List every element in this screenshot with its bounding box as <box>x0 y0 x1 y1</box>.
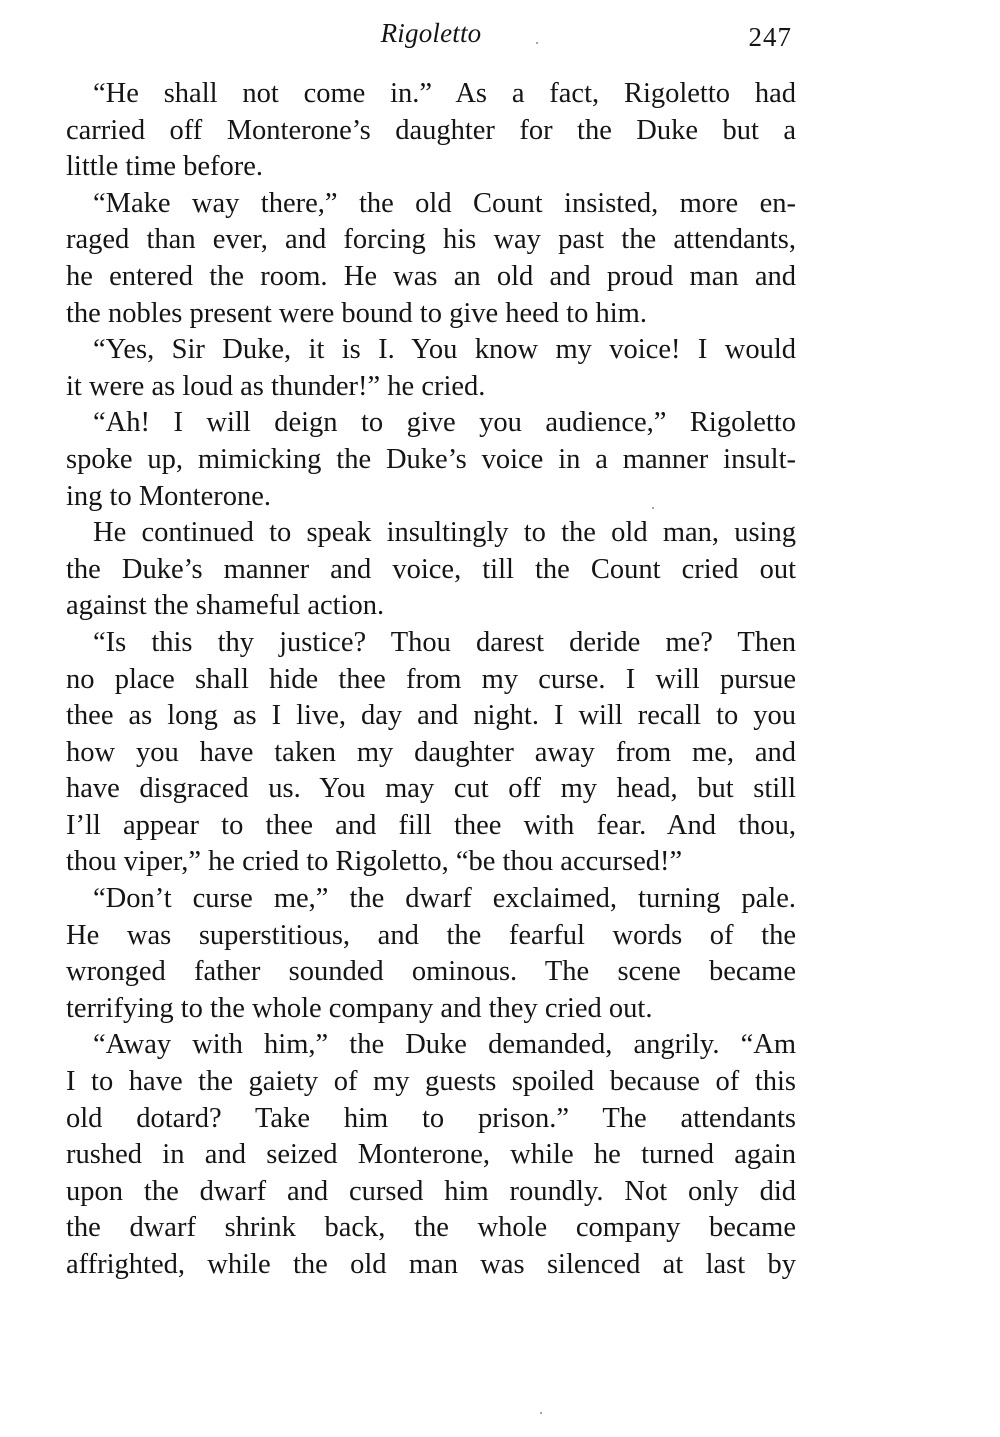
text-line: the Duke’s manner and voice, till the Count cried out <box>66 553 796 585</box>
text-line: I’ll appear to thee and fill thee with fear. And thou, <box>66 809 796 841</box>
running-head <box>66 14 796 54</box>
text-line: He continued to speak insultingly to the old man, using <box>93 517 796 549</box>
text-line: He was superstitious, and the fearful words of the <box>66 919 796 951</box>
text-line: old dotard? Take him to prison.” The attendants <box>66 1102 796 1134</box>
running-title: Rigoletto <box>380 18 482 48</box>
text-line: have disgraced us. You may cut off my head, but still <box>66 773 796 805</box>
text-line: ing to Monterone. <box>66 480 272 512</box>
text-line: spoke up, mimicking the Duke’s voice in a manner insult- <box>66 443 796 475</box>
body-text <box>66 76 796 1284</box>
text-line: “Make way there,” the old Count insisted, more en- <box>93 187 796 219</box>
text-line: raged than ever, and forcing his way past the attendants, <box>66 224 796 256</box>
text-line: “He shall not come in.” As a fact, Rigoletto had <box>93 78 796 109</box>
text-line: the nobles present were bound to give heed to him. <box>66 297 647 329</box>
text-line: affrighted, while the old man was silenced at last by <box>66 1249 796 1280</box>
text-line: it were as loud as thunder!” he cried. <box>66 370 486 402</box>
text-line: thou viper,” he cried to Rigoletto, “be thou accursed!” <box>66 846 683 878</box>
text-line: against the shameful action. <box>66 590 385 622</box>
text-line: “Yes, Sir Duke, it is I. You know my voice! I would <box>93 334 796 366</box>
text-line: thee as long as I live, day and night. I will recall to you <box>66 700 796 732</box>
scan-speck <box>540 1412 542 1414</box>
text-line: I to have the gaiety of my guests spoiled because of this <box>66 1066 796 1098</box>
text-line: “Don’t curse me,” the dwarf exclaimed, turning pale. <box>93 883 796 915</box>
text-line: no place shall hide thee from my curse. I will pursue <box>66 663 796 695</box>
text-line: little time before. <box>66 151 264 183</box>
scan-speck <box>652 507 654 509</box>
text-line: rushed in and seized Monterone, while he turned again <box>66 1139 796 1171</box>
text-line: the dwarf shrink back, the whole company became <box>66 1212 796 1244</box>
page-number: 247 <box>748 22 792 52</box>
text-line: “Is this thy justice? Thou darest deride me? Then <box>93 626 796 658</box>
text-line: wronged father sounded ominous. The scene became <box>66 956 796 988</box>
text-line: upon the dwarf and cursed him roundly. Not only did <box>66 1175 796 1207</box>
text-line: carried off Monterone’s daughter for the Duke but a <box>66 114 796 146</box>
text-line: terrifying to the whole company and they cried out. <box>66 992 653 1024</box>
text-line: “Ah! I will deign to give you audience,” Rigoletto <box>93 407 796 439</box>
text-line: he entered the room. He was an old and proud man and <box>66 260 796 292</box>
text-line: “Away with him,” the Duke demanded, angrily. “Am <box>93 1029 796 1061</box>
text-line: how you have taken my daughter away from me, and <box>66 736 796 768</box>
scan-speck <box>536 42 538 44</box>
